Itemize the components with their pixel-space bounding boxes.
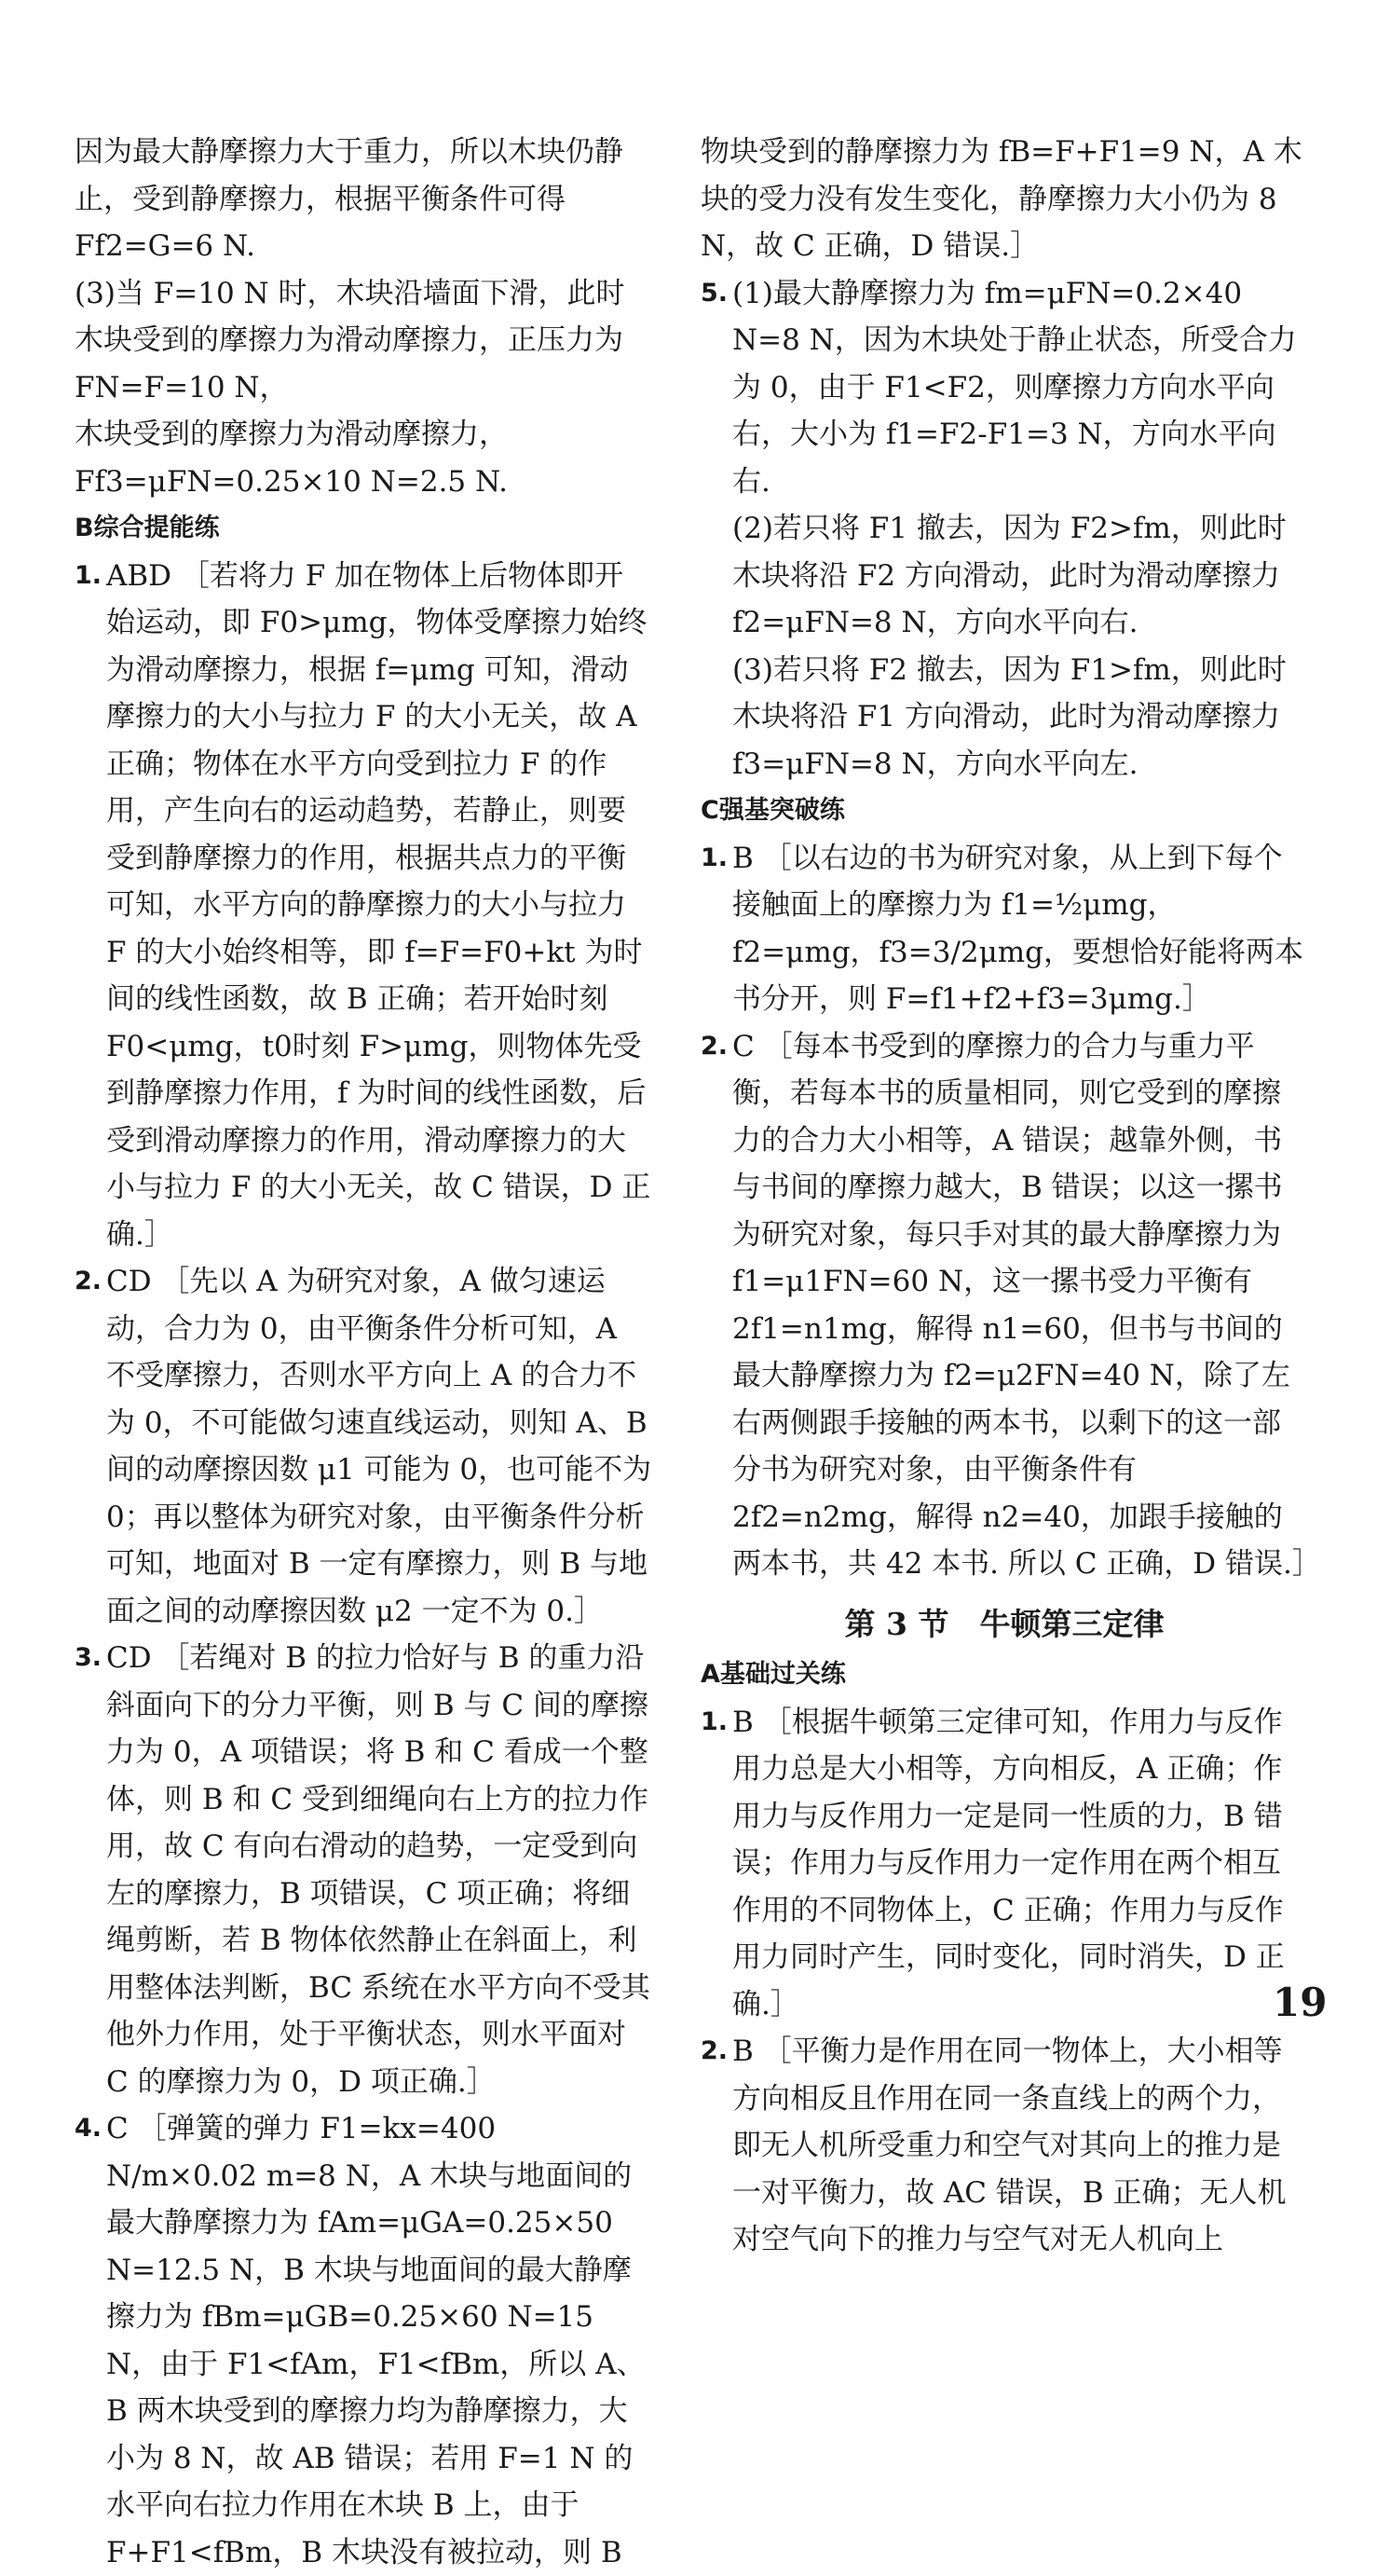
answer-item [75,2105,652,2576]
answer-item [701,270,1308,506]
item-number: 2. [701,1031,729,1061]
section-heading: A基础过关练 [701,1660,846,1689]
paragraph: Ff3=μFN=0.25×10 N=2.5 N. [75,464,508,499]
answer-item [75,1258,652,1635]
item-number: 1. [701,843,729,872]
item-number: 5. [701,278,729,308]
chapter-title: 第 3 节 牛顿第三定律 [844,1605,1165,1642]
paragraph: 木块受到的摩擦力为滑动摩擦力， [75,418,508,451]
item-number: 1. [701,1706,729,1736]
paragraph: (3)若只将 F2 撤去，因为 F1>fm，则此时木块将沿 F1 方向滑动，此时为滑动摩擦力 f3=μFN=8 N，方向水平向左. [732,652,1287,781]
item-text: C ［每本书受到的摩擦力的合力与重力平衡，若每本书的质量相同，则它受到的摩擦力的合力大小相等，A 错误；越靠外侧，书与书间的摩擦力越大，B 错误；以这一摞书为研究对象，每只手对其的最大静摩擦力为 f1=μ1FN=60 N，这一摞书受力平衡有 2f1=n1mg，解得 n1=60，但书与书间的最大静摩擦力为 f2=μ2FN=40 N，除了左右两侧跟手接触的两本书，以剩下的这一部分书为研究对象，由平衡条件有 2f2=n2mg，解得 n2=40，加跟手接触的两本书，共 42 本书. 所以 C 正确，D 错误.］ [732,1029,1321,1581]
answer-item [701,1699,1308,2029]
item-text: B ［根据牛顿第三定律可知，作用力与反作用力总是大小相等，方向相反，A 正确；作用力与反作用力一定是同一性质的力，B 错误；作用力与反作用力一定作用在两个相互作用的不同物体上，C 正确；作用力与反作用力同时产生，同时变化，同时消失，D 正确.］ [732,1705,1285,2021]
answer-item [701,2028,1308,2264]
item-text: C ［弹簧的弹力 F1=kx=400 N/m×0.02 m=8 N，A 木块与地面间的最大静摩擦力为 fAm=μGA=0.25×50 N=12.5 N，B 木块与地面间的最大静摩擦力为 fBm=μGB=0.25×60 N=15 N，由于 F1<fAm，F1<fBm，所以 A、B 两木块受到的摩擦力均为静摩擦力，大小为 8 N，故 AB 错误；若用 F=1 N 的水平向右拉力作用在木块 B 上，由于 F+F1<fBm，B 木块没有被拉动，则 B [106,2112,646,2569]
answer-item [701,1023,1321,1588]
paragraph: 因为最大静摩擦力大于重力，所以木块仍静止，受到静摩擦力，根据平衡条件可得 Ff2=G=6 N. [75,135,623,263]
paragraph: (3)当 F=10 N 时，木块沿墙面下滑，此时木块受到的摩擦力为滑动摩擦力，正压力为 FN=F=10 N， [75,276,625,404]
page-number: 19 [1273,1980,1328,2025]
item-number: 2. [701,2036,729,2065]
section-heading: B综合提能练 [75,514,220,542]
section-heading: C强基突破练 [701,796,845,825]
item-text: CD ［先以 A 为研究对象，A 做匀速运动，合力为 0，由平衡条件分析可知，A 不受摩擦力，否则水平方向上 A 的合力不为 0，不可能做匀速直线运动，则知 A、B 间的动摩擦因数 μ1 可能为 0，也可能不为 0；再以整体为研究对象，由平衡条件分析可知，地面对 B 一定有摩擦力，则 B 与地面之间的动摩擦因数 μ2 一定不为 0.］ [106,1265,652,1628]
paragraph: 物块受到的静摩擦力为 fB=F+F1=9 N，A 木块的受力没有发生变化，静摩擦力大小仍为 8 N，故 C 正确，D 错误.］ [701,135,1302,263]
answer-item [75,553,652,1259]
item-text: B ［以右边的书为研究对象，从上到下每个接触面上的摩擦力为 f1=½μmg，f2=μmg，f3=3/2μmg，要想恰好能将两本书分开，则 F=f1+f2+f3=3μmg.］ [732,841,1304,1016]
left-column [75,129,652,2576]
item-number: 2. [75,1267,102,1295]
item-number: 1. [75,560,102,590]
item-text: CD ［若绳对 B 的拉力恰好与 B 的重力沿斜面向下的分力平衡，则 B 与 C 间的摩擦力为 0，A 项错误；将 B 和 C 看成一个整体，则 B 和 C 受到细绳向右上方的拉力作用，故 C 有向右滑动的趋势，一定受到向左的摩擦力，B 项错误，C 项正确；将细绳剪断，若 B 物体依然静止在斜面上，利用整体法判断，BC 系统在水平方向不受其他外力作用，处于平衡状态，则水平面对 C 的摩擦力为 0，D 项正确.］ [106,1641,650,2099]
answer-item [701,835,1308,1023]
paragraph: (2)若只将 F1 撤去，因为 F2>fm，则此时木块将沿 F2 方向滑动，此时为滑动摩擦力 f2=μFN=8 N，方向水平向右. [732,512,1287,639]
answer-item [75,1635,652,2105]
right-column [701,129,1321,2264]
item-text: B ［平衡力是作用在同一物体上，大小相等方向相反且作用在同一条直线上的两个力，即无人机所受重力和空气对其向上的推力是一对平衡力，故 AC 错误，B 正确；无人机对空气向下的推力与空气对无人机向上 [732,2035,1287,2256]
item-text: ABD ［若将力 F 加在物体上后物体即开始运动，即 F0>μmg，物体受摩擦力始终为滑动摩擦力，根据 f=μmg 可知，滑动摩擦力的大小与拉力 F 的大小无关，故 A 正确；物体在水平方向受到拉力 F 的作用，产生向右的运动趋势，若静止，则要受到静摩擦力的作用，根据共点力的平衡可知，水平方向的静摩擦力的大小与拉力 F 的大小始终相等，即 f=F=F0+kt 为时间的线性函数，故 B 正确；若开始时刻 F0<μmg，t0时刻 F>μmg，则物体先受到静摩擦力作用，f 为时间的线性函数，后受到滑动摩擦力的作用，滑动摩擦力的大小与拉力 F 的大小无关，故 C 错误，D 正确.］ [106,558,651,1252]
item-text: (1)最大静摩擦力为 fm=μFN=0.2×40 N=8 N，因为木块处于静止状态，所受合力为 0，由于 F1<F2，则摩擦力方向水平向右，大小为 f1=F2-F1=3 N，方向水平向右. [732,276,1297,499]
item-number: 3. [75,1643,102,1672]
item-number: 4. [75,2114,102,2143]
